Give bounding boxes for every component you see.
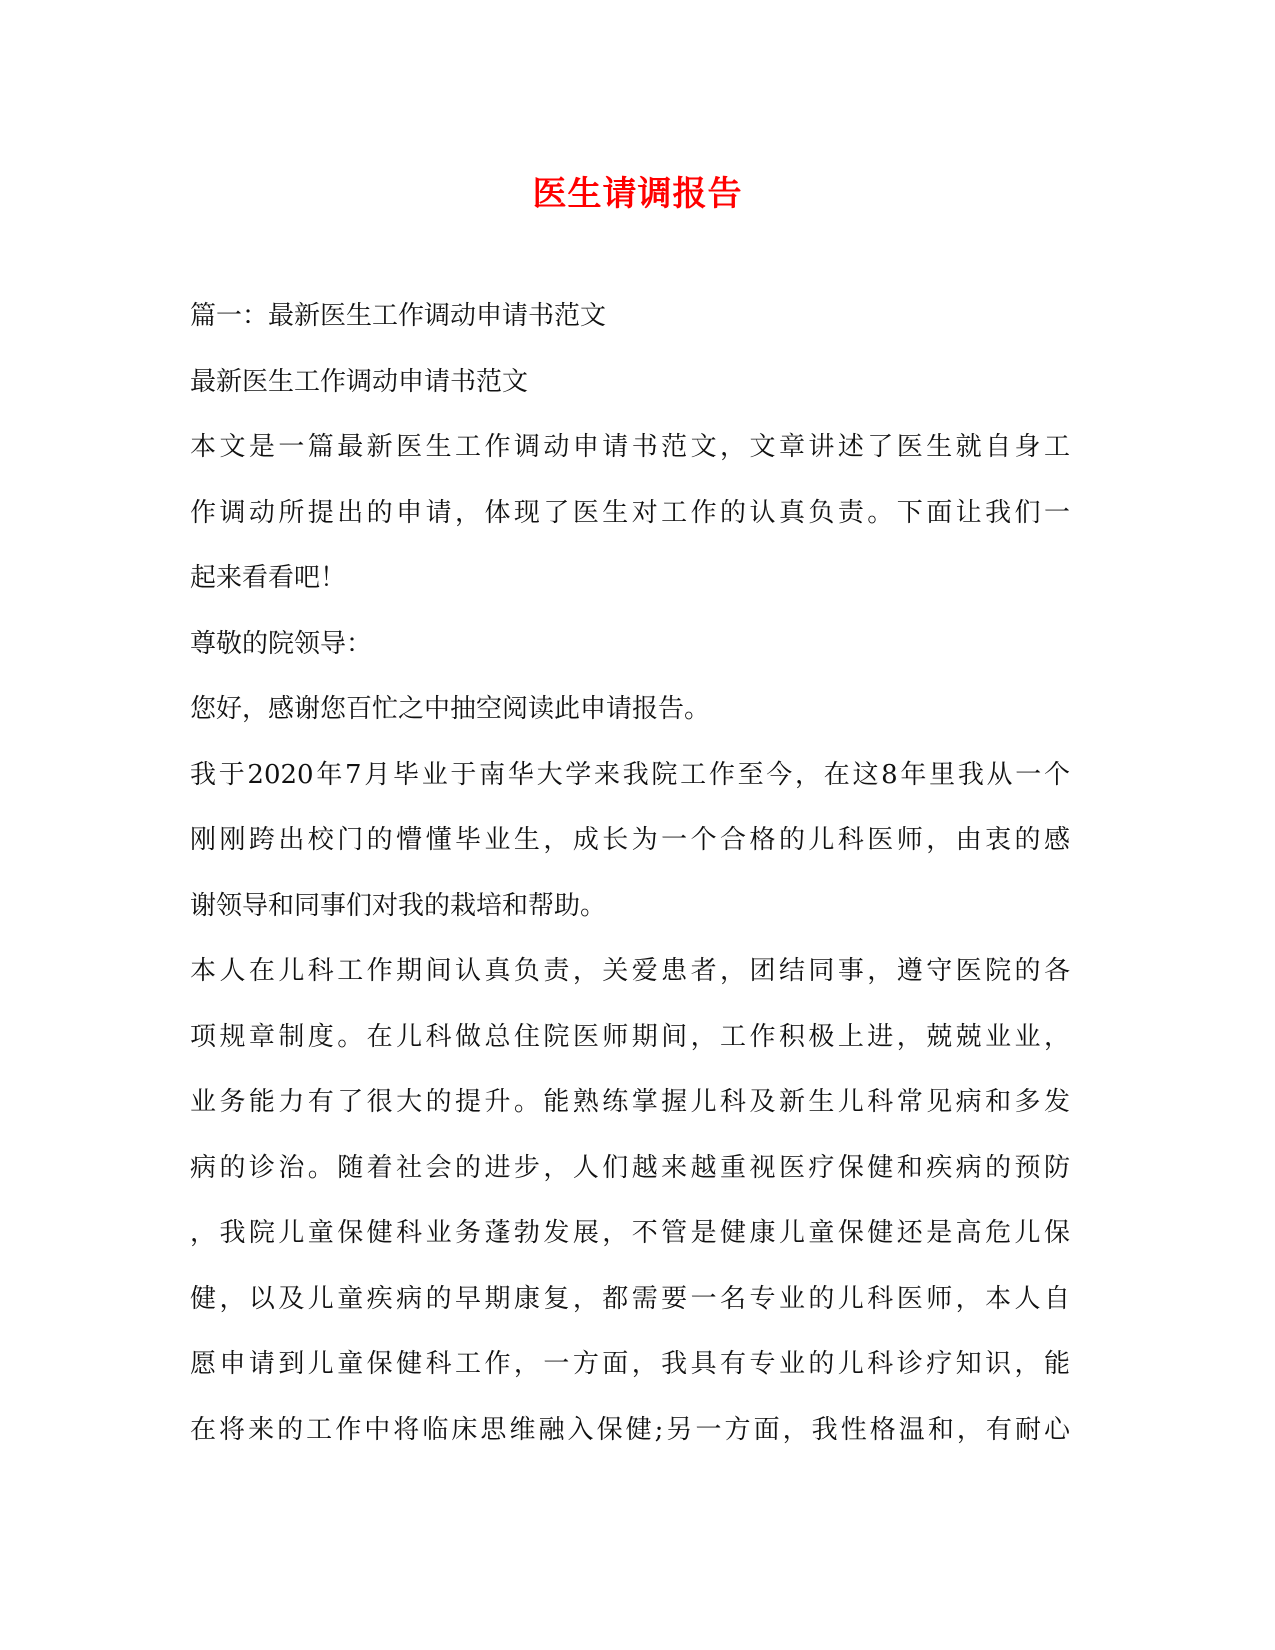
text-line: 刚刚跨出校门的懵懂毕业生，成长为一个合格的儿科医师，由衷的感 [190,825,1070,855]
section-heading: 篇一：最新医生工作调动申请书范文 [190,301,607,331]
document-body [190,284,1070,1463]
text-line: 您好，感谢您百忙之中抽空阅读此申请报告。 [190,694,711,724]
text-line: 谢领导和同事们对我的栽培和帮助。 [190,890,607,921]
text-line: 项规章制度。在儿科做总住院医师期间，工作积极上进，兢兢业业， [190,1021,1070,1052]
page-title: 医生请调报告 [532,174,743,214]
text-line: 本人在儿科工作期间认真负责，关爱患者，团结同事，遵守医院的各 [190,956,1070,986]
text-line: 起来看看吧！ [190,563,347,593]
text-line: 健，以及儿童疾病的早期康复，都需要一名专业的儿科医师，本人自 [190,1283,1070,1314]
text-line: 在将来的工作中将临床思维融入保健;另一方面，我性格温和，有耐心 [190,1414,1070,1445]
salutation: 尊敬的院领导： [190,628,373,659]
text-line: 愿申请到儿童保健科工作，一方面，我具有专业的儿科诊疗知识，能 [190,1349,1070,1379]
text-line: 病的诊治。随着社会的进步，人们越来越重视医疗保健和疾病的预防 [190,1152,1070,1183]
text-line: 本文是一篇最新医生工作调动申请书范文，文章讲述了医生就自身工 [190,432,1070,462]
article-title: 最新医生工作调动申请书范文 [190,366,529,397]
text-line: 业务能力有了很大的提升。能熟练掌握儿科及新生儿科常见病和多发 [190,1087,1070,1117]
text-line: ，我院儿童保健科业务蓬勃发展，不管是健康儿童保健还是高危儿保 [190,1218,1070,1248]
text-line: 作调动所提出的申请，体现了医生对工作的认真负责。下面让我们一 [190,497,1070,528]
text-line: 我于2020年7月毕业于南华大学来我院工作至今，在这8年里我从一个 [190,759,1070,790]
